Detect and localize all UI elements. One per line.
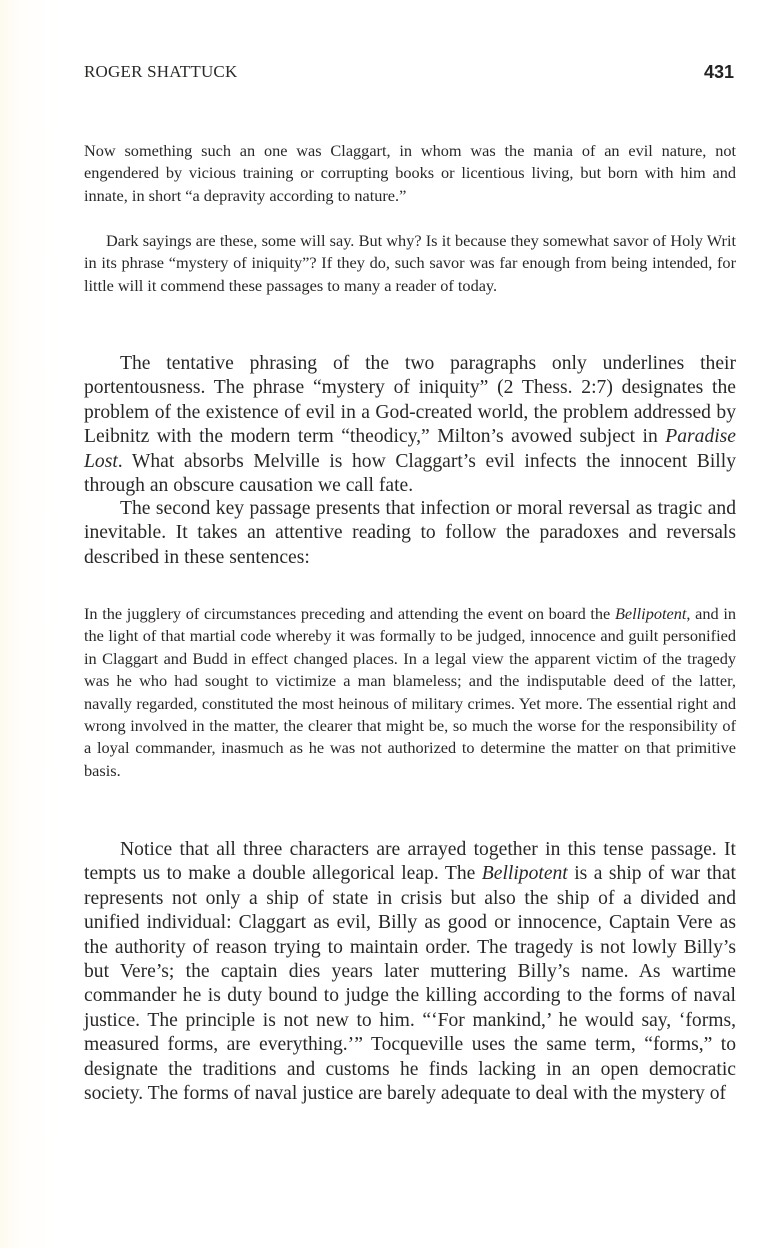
quote-paragraph: Now something such an one was Claggart, in whom was the mania of an evil nature, not engendered by vicious training or corrupting books or licentious living, but born with him and innate, in short “a depravity according to nature.” [84,141,736,205]
body-paragraph-tentative-phrasing [84,352,736,498]
text-run: In the jugglery of circumstances preceding and attending the event on board the [84,604,615,623]
text-run: Notice that all three characters are arrayed together in this tense passage. It tempts us to make a double allegorical leap. The [84,839,736,885]
text-run: is a ship of war that represents not only a ship of state in crisis but also the ship of a divided and unified individual: Claggart as evil, Billy as good or innocence, Captain Vere as the authority of reason trying to maintain order. The tragedy is not lowly Billy’s but Vere’s; the captain dies years later muttering Billy’s name. As wartime commander he is duty bound to judge the killing according to the forms of naval justice. The principle is not new to him. “‘For mankind,’ he would say, ‘forms, measured forms, are everything.’” Tocqueville uses the same term, “forms,” to designate the traditions and customs he finds lacking in an open democratic society. The forms of naval justice are barely adequate to deal with the mystery of [84,863,736,1105]
block-quote-claggart [84,140,736,207]
quote-paragraph: Dark sayings are these, some will say. But why? Is it because they somewhat savor of Holy Writ in its phrase “mystery of iniquity”? If they do, such savor was far enough from being intended, for little will it commend these passages to many a reader of today. [84,231,736,295]
block-quote-jugglery [84,603,736,782]
body-paragraph-three-characters [84,838,736,1106]
text-run: . What absorbs Melville is how Claggart’s evil infects the innocent Billy through an obscure causation we call fate. [84,450,736,497]
quote-paragraph [84,603,736,782]
text-run: , and in the light of that martial code whereby it was formally to be judged, innocence and guilt personified in Claggart and Budd in effect changed places. In a legal view the apparent victim of the tragedy was he who had sought to victimize a man blameless; and the indisputable deed of the latter, navally regarded, constituted the most heinous of military crimes. Yet more. The essential right and wrong involved in the matter, the clearer that might be, so much the worse for the responsibility of a loyal commander, inasmuch as he was not authorized to determine the matter on that primitive basis. [84,604,737,780]
body-paragraph [84,838,736,1106]
body-paragraph-second-passage [84,497,736,570]
italic-ship-name: Bellipotent [481,863,568,885]
body-paragraph: The second key passage presents that infection or moral reversal as tragic and inevitable. It takes an attentive reading to follow the paradoxes and reversals described in these sentences: [84,498,736,568]
italic-title: Paradise Lost [84,426,736,472]
running-head-author: ROGER SHATTUCK [84,62,238,81]
block-quote-dark-sayings [84,230,736,297]
page-number: 431 [703,62,734,82]
text-run: The tentative phrasing of the two paragraphs only underlines their portentousness. The phrase “mystery of iniquity” (2 Thess. 2:7) designates the problem of the existence of evil in a God-created world, the problem addressed by Leibnitz with the modern term “theodicy,” Milton’s avowed subject in [84,353,736,448]
body-paragraph [84,352,736,498]
italic-ship-name: Bellipotent [614,604,687,623]
running-head [84,62,734,90]
